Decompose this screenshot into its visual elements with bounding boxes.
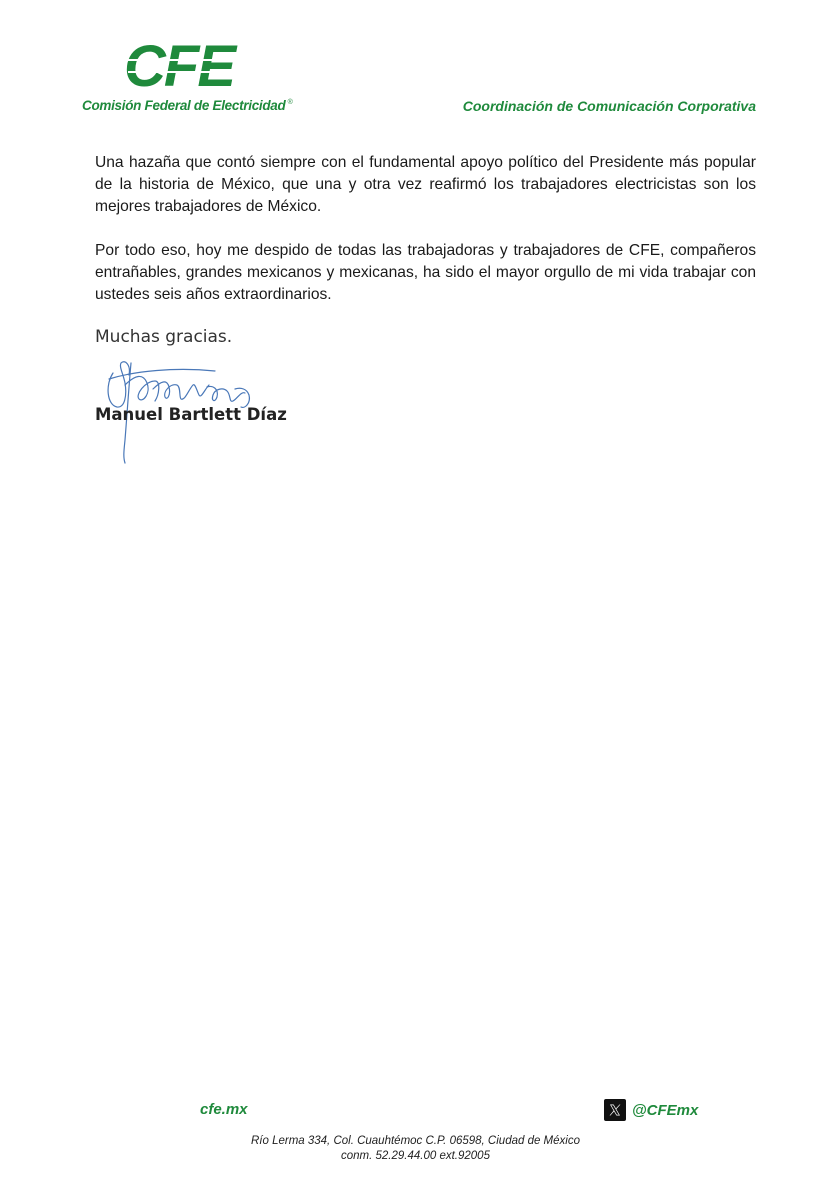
social-handle: @CFEmx <box>632 1101 699 1119</box>
website-link[interactable]: cfe.mx <box>200 1101 248 1118</box>
x-logo-icon <box>604 1099 626 1121</box>
paragraph-1: Una hazaña que contó siempre con el fundamental apoyo político del Presidente más popular de la historia de México, que una y otra vez reafirmó los trabajadores electricistas son los mejores trabajadores de México. <box>95 154 756 215</box>
letter-body <box>95 152 756 328</box>
signer-name: Manuel Bartlett Díaz <box>95 405 287 424</box>
address-line: Río Lerma 334, Col. Cuauhtémoc C.P. 06598, Ciudad de México <box>250 1135 580 1147</box>
logo-mark: CFE <box>124 34 234 99</box>
footer-address <box>0 1134 831 1164</box>
closing-line: Muchas gracias. <box>95 327 233 347</box>
paragraph-2: Por todo eso, hoy me despido de todas las trabajadoras y trabajadores de CFE, compañeros entrañables, grandes mexicanos y mexicanas, ha sido el mayor orgullo de mi vida trabajar con ustedes seis años extraordinarios. <box>95 242 756 303</box>
department-name: Coordinación de Comunicación Corporativa <box>462 98 756 114</box>
phone-line: conm. 52.29.44.00 ext.92005 <box>341 1150 490 1162</box>
social-handle-block[interactable] <box>604 1099 698 1121</box>
registered-mark: ® <box>287 99 293 106</box>
cfe-logo <box>80 34 300 118</box>
organization-name: Comisión Federal de Electricidad ® <box>82 98 293 113</box>
